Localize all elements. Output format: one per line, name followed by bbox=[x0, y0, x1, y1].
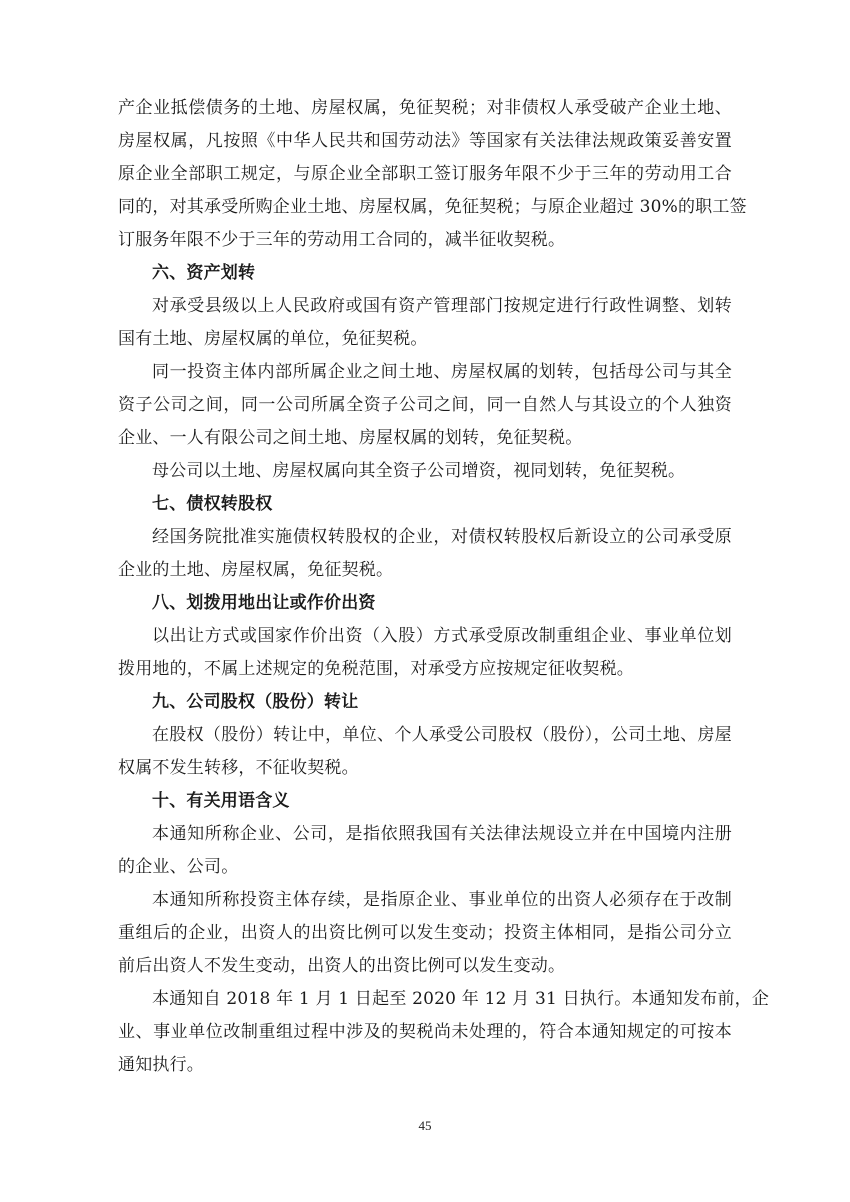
text-line: 企业的土地、房屋权属，免征契税。 bbox=[118, 560, 394, 580]
page-number: 45 bbox=[418, 1118, 432, 1133]
text-line: 业、事业单位改制重组过程中涉及的契税尚未处理的，符合本通知规定的可按本 bbox=[118, 1022, 732, 1042]
text-line: 重组后的企业，出资人的出资比例可以发生变动；投资主体相同，是指公司分立 bbox=[118, 923, 732, 943]
section-heading bbox=[118, 686, 732, 719]
paragraph bbox=[118, 884, 732, 983]
text-line: 的企业、公司。 bbox=[118, 857, 239, 877]
paragraph bbox=[118, 521, 732, 587]
text-line: 国有土地、房屋权属的单位，免征契税。 bbox=[118, 329, 428, 349]
text-line: 以出让方式或国家作价出资（入股）方式承受原改制重组企业、事业单位划 bbox=[152, 626, 732, 646]
text-line: 房屋权属，凡按照《中华人民共和国劳动法》等国家有关法律法规政策妥善安置 bbox=[118, 131, 732, 151]
text-line: 订服务年限不少于三年的劳动用工合同的，减半征收契税。 bbox=[118, 230, 566, 250]
heading-text: 七、债权转股权 bbox=[152, 494, 273, 514]
heading-text: 十、有关用语含义 bbox=[152, 791, 290, 811]
section-heading bbox=[118, 587, 732, 620]
text-line: 资子公司之间，同一公司所属全资子公司之间，同一自然人与其设立的个人独资 bbox=[118, 395, 732, 415]
text-line: 企业、一人有限公司之间土地、房屋权属的划转，免征契税。 bbox=[118, 428, 583, 448]
paragraph bbox=[118, 290, 732, 356]
text-line: 经国务院批准实施债权转股权的企业，对债权转股权后新设立的公司承受原 bbox=[152, 527, 732, 547]
text-line: 同一投资主体内部所属企业之间土地、房屋权属的划转，包括母公司与其全 bbox=[152, 362, 732, 382]
text-line: 产企业抵偿债务的土地、房屋权属，免征契税；对非债权人承受破产企业土地、 bbox=[118, 98, 732, 118]
text-line: 同的，对其承受所购企业土地、房屋权属，免征契税；与原企业超过 30%的职工签 bbox=[118, 197, 747, 217]
paragraph bbox=[118, 620, 732, 686]
heading-text: 九、公司股权（股份）转让 bbox=[152, 692, 359, 712]
paragraph bbox=[118, 92, 747, 257]
text-line: 拨用地的，不属上述规定的免税范围，对承受方应按规定征收契税。 bbox=[118, 659, 634, 679]
heading-text: 八、划拨用地出让或作价出资 bbox=[152, 593, 376, 613]
text-line: 前后出资人不发生变动，出资人的出资比例可以发生变动。 bbox=[118, 956, 566, 976]
text-line: 权属不发生转移，不征收契税。 bbox=[118, 758, 359, 778]
text-line: 对承受县级以上人民政府或国有资产管理部门按规定进行行政性调整、划转 bbox=[152, 296, 732, 316]
text-line: 本通知自 2018 年 1 月 1 日起至 2020 年 12 月 31 日执行。本通知发布前，企 bbox=[152, 989, 770, 1009]
text-line: 本通知所称投资主体存续，是指原企业、事业单位的出资人必须存在于改制 bbox=[152, 890, 732, 910]
paragraph bbox=[118, 455, 732, 488]
text-line: 本通知所称企业、公司，是指依照我国有关法律法规设立并在中国境内注册 bbox=[152, 824, 732, 844]
document-body bbox=[118, 92, 770, 1082]
paragraph bbox=[118, 818, 732, 884]
text-line: 通知执行。 bbox=[118, 1055, 204, 1075]
text-line: 原企业全部职工规定，与原企业全部职工签订服务年限不少于三年的劳动用工合 bbox=[118, 164, 732, 184]
section-heading bbox=[118, 257, 732, 290]
section-heading bbox=[118, 785, 732, 818]
section-heading bbox=[118, 488, 732, 521]
paragraph bbox=[118, 983, 770, 1082]
paragraph bbox=[118, 719, 732, 785]
heading-text: 六、资产划转 bbox=[152, 263, 256, 283]
text-line: 在股权（股份）转让中，单位、个人承受公司股权（股份），公司土地、房屋 bbox=[152, 725, 732, 745]
paragraph bbox=[118, 356, 732, 455]
text-line: 母公司以土地、房屋权属向其全资子公司增资，视同划转，免征契税。 bbox=[152, 461, 686, 481]
